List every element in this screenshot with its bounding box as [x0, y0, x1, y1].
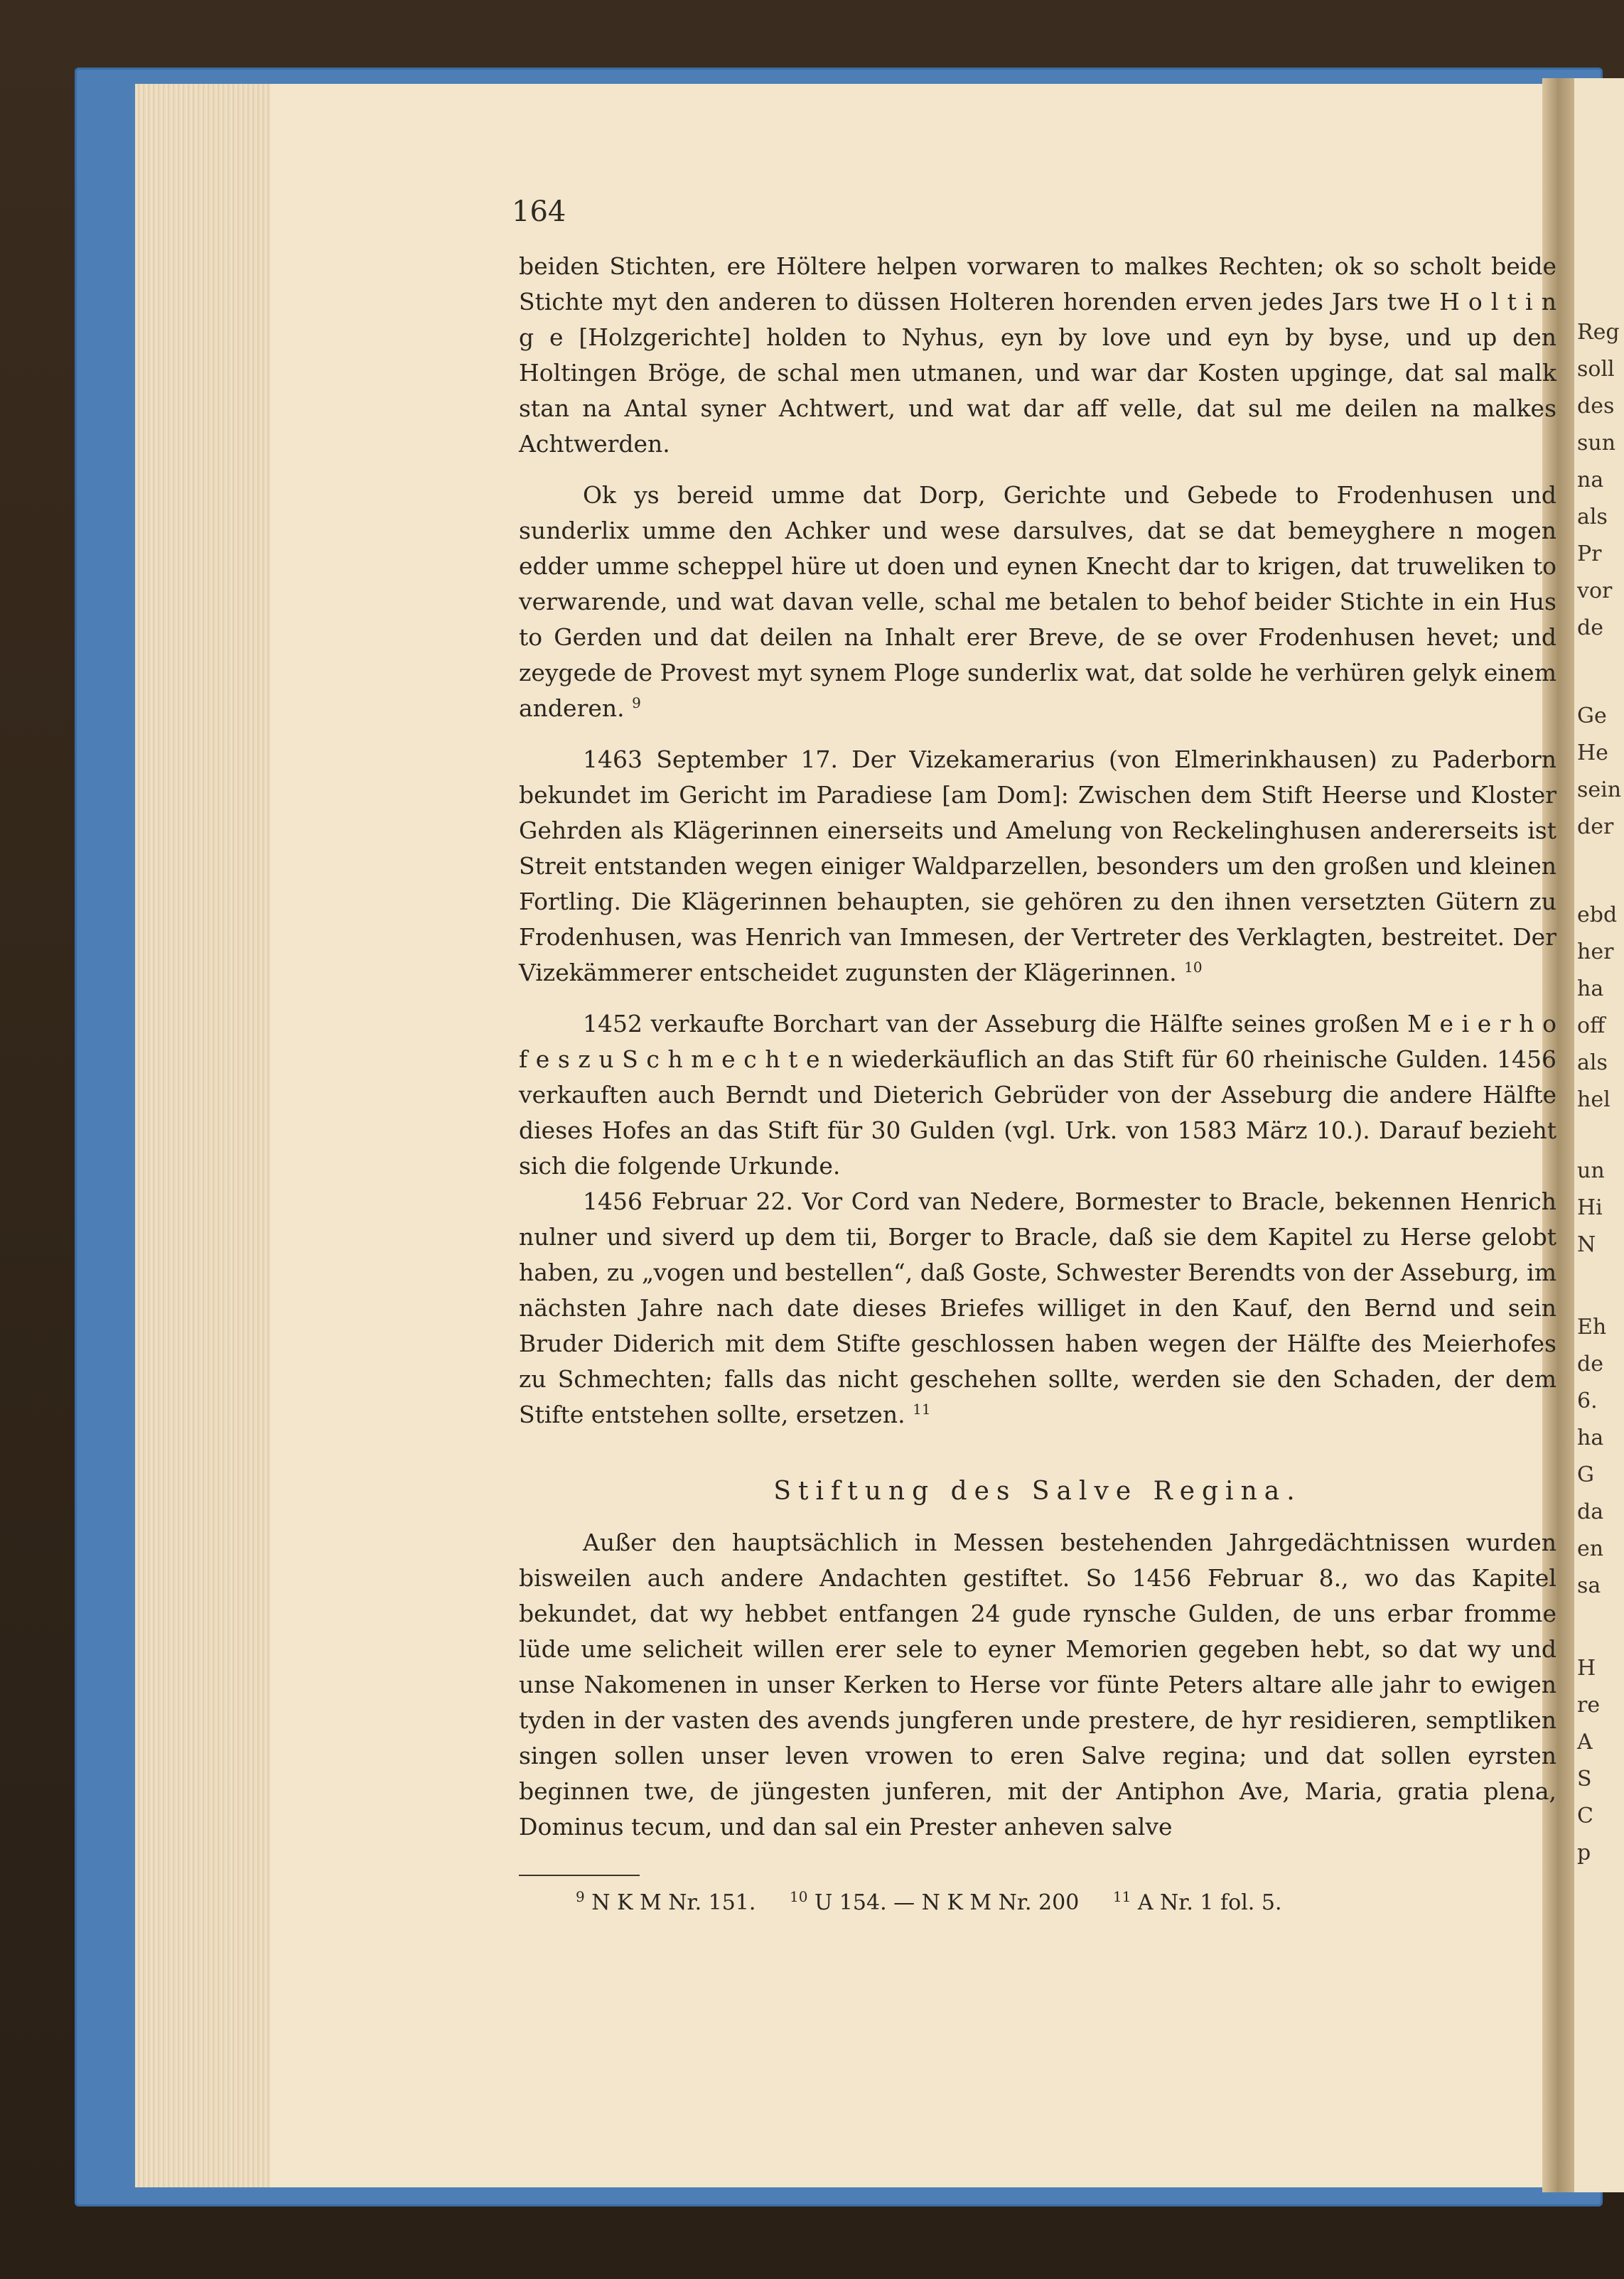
facing-page-text: da: [1577, 1499, 1604, 1524]
facing-page-text: de: [1577, 615, 1603, 640]
facing-page-text: hel: [1577, 1087, 1610, 1112]
facing-page-text: ha: [1577, 976, 1604, 1001]
footnote: $^{11}$ A Nr. 1 fol. 5.: [1112, 1888, 1282, 1915]
paragraph: 1463 September 17. Der Vizekamerarius (von Elmerinkhausen) zu Paderborn bekundet im Gericht im Paradiese [am Dom]: Zwischen dem Stift Heerse und Kloster Gehrden als Klägerinnen einerseits und Amelung von Reckelinghusen andererseits ist Streit entstanden wegen einiger Waldparzellen, besonders um den großen und kleinen Fortling. Die Klägerinnen behaupten, sie gehören zu den ihnen versetzten Gütern zu Frodenhusen, was Henrich van Immesen, der Vertreter des Verklagten, bestreitet. Der Vizekämmerer entscheidet zugunsten der Klägerinnen. $^{10}$: [519, 745, 1556, 986]
paragraph: 1456 Februar 22. Vor Cord van Nedere, Bormester to Bracle, bekennen Henrich nulner und siverd up dem tii, Borger to Bracle, daß sie dem Kapitel zu Herse gelobt haben, zu „vogen und bestellen“, daß Goste, Schwester Berendts von der Asseburg, im nächsten Jahre nach date dieses Briefes williget in den Kauf, den Bernd und sein Bruder Diderich mit dem Stifte geschlossen haben wegen der Hälfte des Meierhofes zu Schmechten; falls das nicht geschehen sollte, werden sie den Schaden, der dem Stifte entstehen sollte, ersetzen. $^{11}$: [519, 1187, 1556, 1428]
facing-page-text: na: [1577, 468, 1604, 492]
facing-page-text: en: [1577, 1536, 1604, 1561]
footnotes: [519, 1886, 1556, 1920]
facing-page-text: vor: [1577, 578, 1613, 603]
section-paragraph: Außer den hauptsächlich in Messen bestehenden Jahrgedächtnissen wurden bisweilen auch andere Andachten gestiftet. So 1456 Februar 8., wo das Kapitel bekundet, dat wy hebbet entfangen 24 gude rynsche Gulden, de uns erbar fromme lüde ume selicheit willen erer sele to eyner Memorien gegeben hebt, so dat wy und unse Nakomenen in unser Kerken to Herse vor fünte Peters altare alle jahr to ewigen tyden in der vasten des avends jungferen unde prestere, de hyr residieren, semptliken singen sollen unser leven vrowen to eren Salve regina; und dat sollen eyrsten beginnen twe, de jüngesten junferen, mit der Antiphon Ave, Maria, gratia plena, Dominus tecum, und dan sal ein Prester anheven salve: [519, 1529, 1556, 1841]
facing-page-text: ebd: [1577, 903, 1618, 927]
section-heading: Stiftung des Salve Regina.: [773, 1477, 1302, 1506]
facing-page-text: Hi: [1577, 1195, 1603, 1220]
facing-page-text: re: [1577, 1693, 1601, 1718]
facing-page-text: A: [1577, 1730, 1593, 1755]
facing-page-text: Reg: [1577, 320, 1620, 345]
facing-page-text: off: [1577, 1013, 1606, 1038]
facing-page-text: Pr: [1577, 542, 1602, 566]
facing-page-text: soll: [1577, 357, 1615, 382]
page-number: 164: [512, 195, 566, 228]
footnote: $^{10}$ U 154. — N K M Nr. 200: [789, 1888, 1080, 1915]
footnote-ref: 10: [1184, 959, 1203, 976]
facing-page-text: der: [1577, 814, 1614, 839]
facing-page-text: Eh: [1577, 1315, 1607, 1340]
facing-page-text: He: [1577, 740, 1608, 765]
page-edges: [135, 84, 270, 2187]
facing-page-text: de: [1577, 1352, 1603, 1376]
footnote-ref: 11: [913, 1401, 931, 1418]
facing-page-text: N: [1577, 1232, 1596, 1257]
facing-page-text: un: [1577, 1158, 1605, 1183]
facing-page-text: C: [1577, 1804, 1593, 1828]
facing-page-text: als: [1577, 505, 1608, 529]
facing-page-text: p: [1577, 1841, 1591, 1865]
facing-page-text: 6.: [1577, 1389, 1598, 1413]
facing-page-text: als: [1577, 1050, 1608, 1075]
facing-page-text: ha: [1577, 1426, 1604, 1450]
paragraph: 1452 verkaufte Borchart van der Asseburg die Hälfte seines großen M e i e r h o f e s z u S c h m e c h t e n wiederkäuflich an das Stift für 60 rheinische Gulden. 1456 verkauften auch Berndt und Dieterich Gebrüder von der Asseburg die andere Hälfte dieses Hofes an das Stift für 30 Gulden (vgl. Urk. von 1583 März 10.). Darauf bezieht sich die folgende Urkunde.: [519, 1010, 1556, 1180]
footnote-ref: 9: [632, 694, 641, 711]
facing-page-text: Ge: [1577, 704, 1607, 728]
facing-page-text: S: [1577, 1767, 1592, 1792]
paragraph: beiden Stichten, ere Höltere helpen vorwaren to malkes Rechten; ok so scholt beide Stichte myt den anderen to düssen Holteren horenden erven jedes Jars twe H o l t i n g e [Holzgerichte] holden to Nyhus, eyn by love und eyn by byse, und up den Holtingen Bröge, de schal men utmanen, und war dar Kosten upginge, dat sal malk stan na Antal syner Achtwert, und wat dar aff velle, dat sul me deilen na malkes Achtwerden.: [519, 252, 1556, 458]
facing-page-text: H: [1577, 1656, 1596, 1681]
facing-page-fragment: [1574, 78, 1624, 2192]
page-text: [519, 249, 1556, 1920]
facing-page-text: G: [1577, 1462, 1594, 1487]
paragraph: Ok ys bereid umme dat Dorp, Gerichte und Gebede to Frodenhusen und sunderlix umme den Achker und wese darsulves, dat se dat bemeyghere n mogen edder umme scheppel hüre ut doen und eynen Knecht dar to krigen, dat truweliken to verwarende, und wat davan velle, schal me betalen to behof beider Stichte in ein Hus to Gerden und dat deilen na Inhalt erer Breve, de se over Frodenhusen hevet; und zeygede de Provest myt synem Ploge sunderlix wat, dat solde he verhüren gelyk einem anderen. $^9$: [519, 481, 1556, 722]
facing-page-text: sa: [1577, 1573, 1601, 1598]
facing-page-text: des: [1577, 394, 1615, 419]
facing-page-text: sun: [1577, 431, 1616, 456]
footnote: $^9$ N K M Nr. 151.: [576, 1888, 756, 1915]
facing-page-text: her: [1577, 939, 1614, 964]
facing-page-text: sein: [1577, 777, 1622, 802]
footnote-divider: [519, 1875, 640, 1876]
